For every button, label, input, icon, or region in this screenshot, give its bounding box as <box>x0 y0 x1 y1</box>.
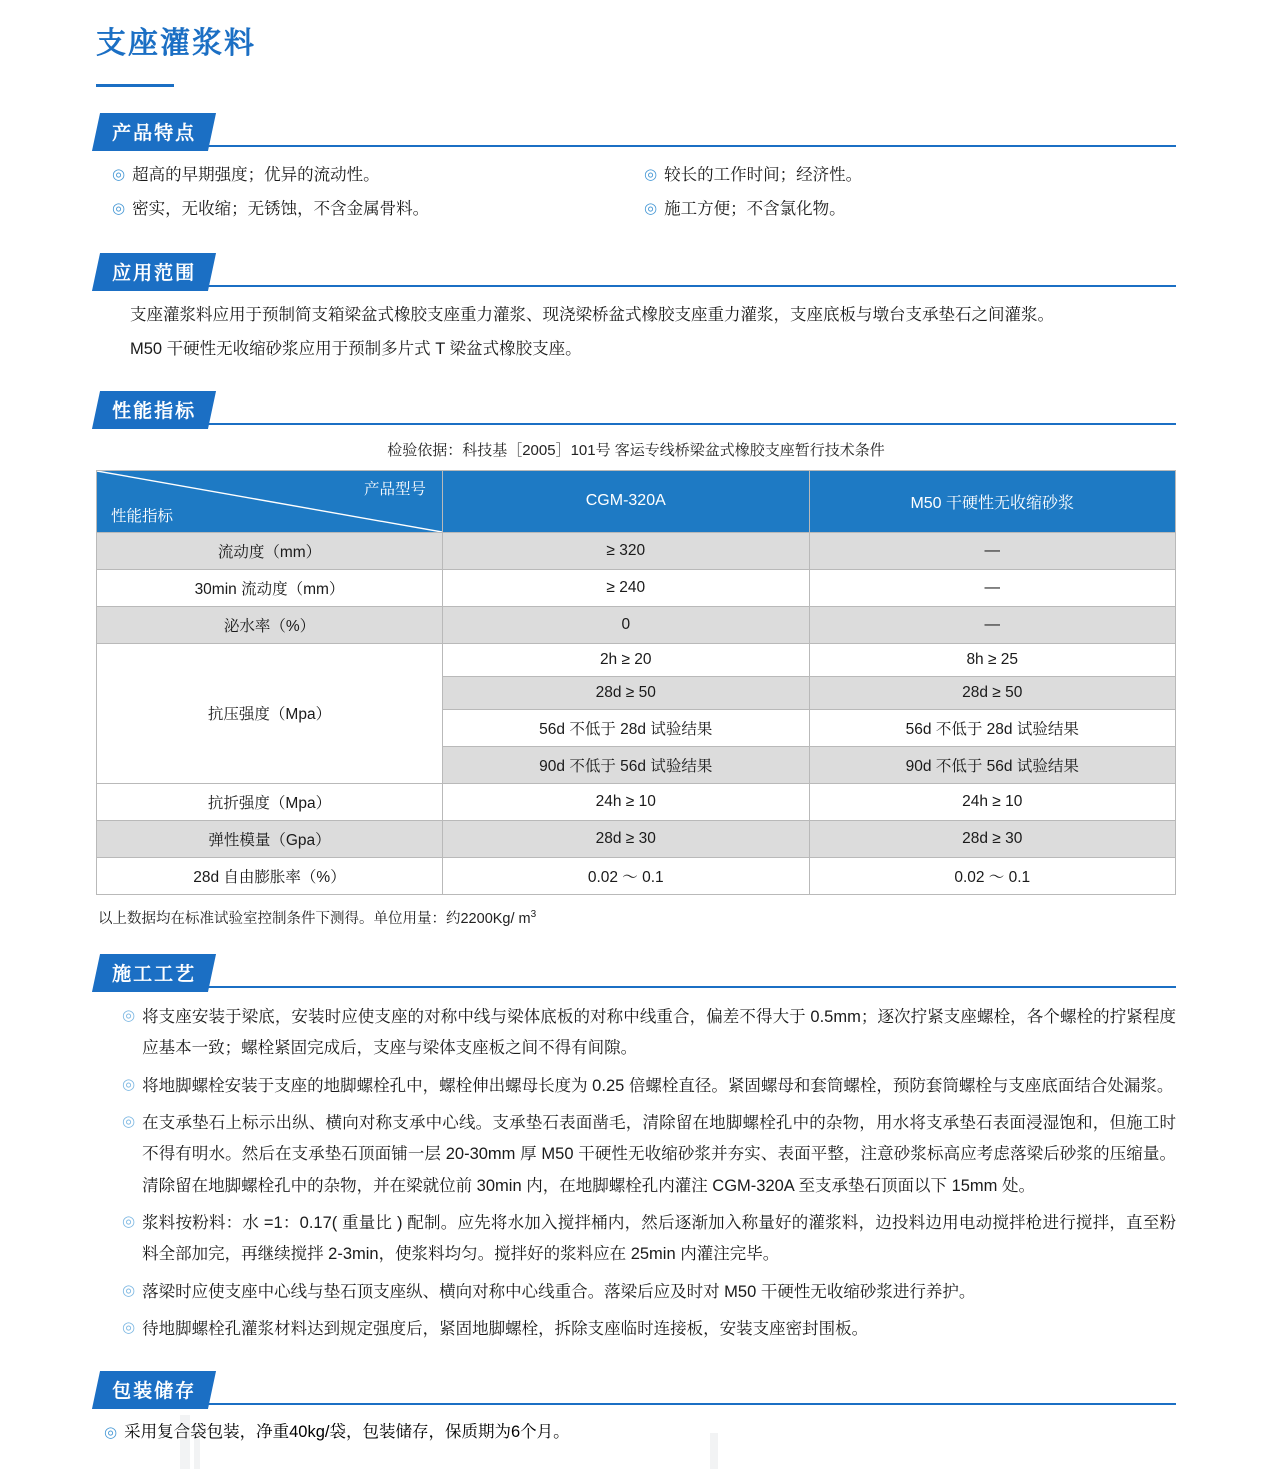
application-paragraph: 支座灌浆料应用于预制简支箱梁盆式橡胶支座重力灌浆、现浇梁桥盆式橡胶支座重力灌浆，支座底板与墩台支承垫石之间灌浆。 <box>130 305 1054 324</box>
row-value: ≥ 240 <box>443 569 810 606</box>
list-item <box>96 1277 1176 1308</box>
circle-bullet-icon: ◎ <box>122 1281 136 1299</box>
section-header-packaging <box>96 1371 1176 1405</box>
list-item <box>644 193 1176 227</box>
table-footnote-superscript: 3 <box>530 909 537 921</box>
title-block <box>0 0 1280 87</box>
section-tag-process <box>92 954 216 992</box>
section-rule <box>96 1403 1176 1405</box>
section-header-features <box>96 113 1176 147</box>
process-body <box>96 988 1176 1345</box>
section-tag-label: 性能指标 <box>112 400 197 422</box>
row-value: 56d 不低于 28d 试验结果 <box>809 709 1176 746</box>
row-label: 30min 流动度（mm） <box>97 569 443 606</box>
row-label: 弹性模量（Gpa） <box>97 820 443 857</box>
section-process <box>0 954 1280 1345</box>
row-label-compressive: 抗压强度（Mpa） <box>97 643 443 783</box>
list-item <box>96 1314 1176 1345</box>
row-value: — <box>809 532 1176 569</box>
section-rule <box>96 145 1176 147</box>
circle-bullet-icon: ◎ <box>122 1006 136 1024</box>
row-value: — <box>809 569 1176 606</box>
table-row <box>97 783 1176 820</box>
section-performance <box>0 391 1280 928</box>
circle-bullet-icon: ◎ <box>112 199 126 217</box>
process-text: 在支承垫石上标示出纵、横向对称支承中心线。支承垫石表面凿毛，清除留在地脚螺栓孔中的杂物，用水将支承垫石表面浸湿饱和，但施工时不得有明水。然后在支承垫石顶面铺一层 20-30mm 厚 M50 干硬性无收缩砂浆并夯实、表面平整，注意砂浆标高应考虑落梁后砂浆的压缩量。清除留在地脚螺栓孔中的杂物，并在梁就位前 30min 内，在地脚螺栓孔内灌注 CGM-320A 至支承垫石顶面以下 15mm 处。 <box>142 1114 1176 1195</box>
feature-text: 施工方便；不含氯化物。 <box>664 199 846 218</box>
table-footnote <box>96 907 1176 928</box>
section-packaging <box>0 1371 1280 1449</box>
row-value: 24h ≥ 10 <box>809 783 1176 820</box>
title-underline <box>96 84 174 87</box>
circle-bullet-icon: ◎ <box>644 199 658 217</box>
section-header-application <box>96 253 1176 287</box>
column-header-m50: M50 干硬性无收缩砂浆 <box>809 470 1176 532</box>
section-tag-label: 施工工艺 <box>112 963 197 985</box>
section-tag-label: 应用范围 <box>112 262 197 284</box>
section-tag-features <box>92 113 216 151</box>
section-features <box>0 113 1280 227</box>
row-value: 28d ≥ 50 <box>443 676 810 709</box>
row-label: 泌水率（%） <box>97 606 443 643</box>
process-text: 落梁时应使支座中心线与垫石顶支座纵、横向对称中心线重合。落梁后应及时对 M50 干硬性无收缩砂浆进行养护。 <box>142 1282 976 1301</box>
row-label: 流动度（mm） <box>97 532 443 569</box>
page-title: 支座灌浆料 <box>96 27 256 60</box>
row-value: 28d ≥ 50 <box>809 676 1176 709</box>
section-application <box>0 253 1280 365</box>
process-text: 将支座安装于梁底，安装时应使支座的对称中线与梁体底板的对称中线重合，偏差不得大于 0.5mm；逐次拧紧支座螺栓，各个螺栓的拧紧程度应基本一致；螺栓紧固完成后，支座与梁体支座板之间不得有间隙。 <box>142 1007 1176 1058</box>
row-label: 抗折强度（Mpa） <box>97 783 443 820</box>
section-header-process <box>96 954 1176 988</box>
section-header-performance <box>96 391 1176 425</box>
row-value: 56d 不低于 28d 试验结果 <box>443 709 810 746</box>
table-row <box>97 569 1176 606</box>
list-item <box>96 1108 1176 1202</box>
row-value: 28d ≥ 30 <box>443 820 810 857</box>
list-item <box>96 1208 1176 1271</box>
corner-label-bottom: 性能指标 <box>111 507 174 525</box>
packaging-text: 采用复合袋包装，净重40kg/袋，包装储存，保质期为6个月。 <box>124 1423 570 1442</box>
table-row <box>97 532 1176 569</box>
circle-bullet-icon: ◎ <box>122 1113 136 1130</box>
features-body <box>96 147 1176 227</box>
table-row <box>97 820 1176 857</box>
section-rule <box>96 285 1176 287</box>
table-row <box>97 606 1176 643</box>
section-rule <box>96 423 1176 425</box>
section-tag-label: 包装储存 <box>112 1381 197 1403</box>
row-value: ≥ 320 <box>443 532 810 569</box>
table-footnote-text: 以上数据均在标准试验室控制条件下测得。单位用量：约2200Kg/ m <box>98 910 531 927</box>
circle-bullet-icon: ◎ <box>104 1424 118 1442</box>
list-item <box>96 1002 1176 1065</box>
application-paragraph: M50 干硬性无收缩砂浆应用于预制多片式 T 梁盆式橡胶支座。 <box>130 339 582 358</box>
process-text: 将地脚螺栓安装于支座的地脚螺栓孔中，螺栓伸出螺母长度为 0.25 倍螺栓直径。紧固螺母和套筒螺栓，预防套筒螺栓与支座底面结合处漏浆。 <box>142 1076 1174 1095</box>
list-item <box>96 1071 1176 1102</box>
row-value: 0.02 ～ 0.1 <box>809 857 1176 894</box>
circle-bullet-icon: ◎ <box>122 1075 136 1093</box>
row-value: 28d ≥ 30 <box>809 820 1176 857</box>
list-item <box>112 159 644 193</box>
row-label: 28d 自由膨胀率（%） <box>97 857 443 894</box>
features-grid <box>104 159 1176 227</box>
packaging-body <box>96 1417 1176 1449</box>
row-value: — <box>809 606 1176 643</box>
table-corner-cell <box>97 470 443 532</box>
row-value: 0.02 ～ 0.1 <box>443 857 810 894</box>
row-value: 8h ≥ 25 <box>809 643 1176 676</box>
table-row <box>97 643 1176 676</box>
table-header-row <box>97 470 1176 532</box>
process-text: 待地脚螺栓孔灌浆材料达到规定强度后，紧固地脚螺栓，拆除支座临时连接板，安装支座密封围板。 <box>142 1320 869 1339</box>
application-body <box>96 287 1176 365</box>
row-value: 90d 不低于 56d 试验结果 <box>443 746 810 783</box>
table-source-note: 检验依据：科技基［2005］101号 客运专线桥梁盆式橡胶支座暂行技术条件 <box>387 441 885 459</box>
performance-table <box>96 470 1176 895</box>
feature-text: 较长的工作时间；经济性。 <box>664 166 863 184</box>
circle-bullet-icon: ◎ <box>122 1319 136 1337</box>
row-value: 2h ≥ 20 <box>443 643 810 676</box>
section-tag-label: 产品特点 <box>112 123 197 144</box>
section-rule <box>96 986 1176 988</box>
row-value: 90d 不低于 56d 试验结果 <box>809 746 1176 783</box>
circle-bullet-icon: ◎ <box>112 166 126 183</box>
feature-text: 密实，无收缩；无锈蚀，不含金属骨料。 <box>132 199 430 218</box>
column-header-cgm: CGM-320A <box>443 470 810 532</box>
row-value: 24h ≥ 10 <box>443 783 810 820</box>
process-text: 浆料按粉料：水 =1：0.17( 重量比 ) 配制。应先将水加入搅拌桶内，然后逐渐加入称量好的灌浆料，边投料边用电动搅拌枪进行搅拌，直至粉料全部加完，再继续搅拌 2-3min，使浆料均匀。搅拌好的浆料应在 25min 内灌注完毕。 <box>142 1214 1176 1264</box>
section-tag-packaging <box>92 1371 216 1409</box>
list-item <box>112 193 644 227</box>
feature-text: 超高的早期强度；优异的流动性。 <box>132 166 380 184</box>
row-value: 0 <box>443 606 810 643</box>
corner-label-top: 产品型号 <box>363 480 426 498</box>
circle-bullet-icon: ◎ <box>122 1213 136 1231</box>
circle-bullet-icon: ◎ <box>644 166 658 183</box>
table-row <box>97 857 1176 894</box>
list-item <box>644 159 1176 193</box>
section-tag-application <box>92 253 216 291</box>
section-tag-performance <box>92 391 216 429</box>
